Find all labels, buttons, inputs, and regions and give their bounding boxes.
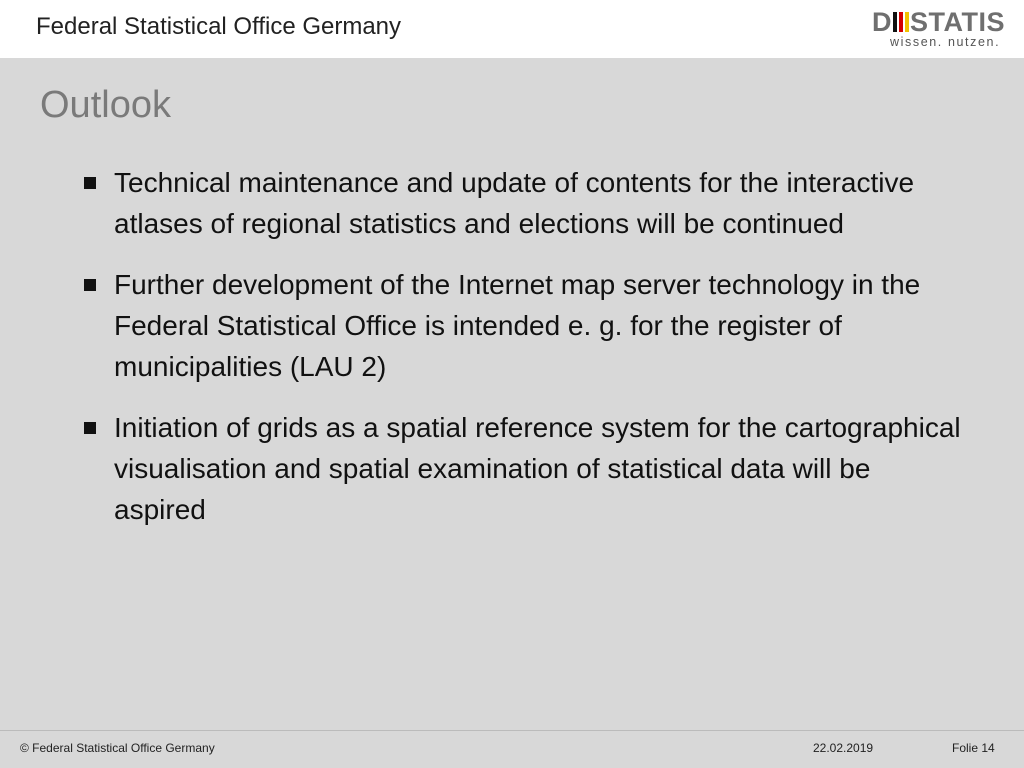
square-bullet-icon <box>84 177 96 189</box>
footer-copyright: © Federal Statistical Office Germany <box>20 741 215 755</box>
logo-wordmark <box>872 9 1005 35</box>
logo-letter-d: D <box>872 7 892 37</box>
header-title: Federal Statistical Office Germany <box>36 13 402 40</box>
flag-stripe-black <box>893 12 897 32</box>
bullet-text: Initiation of grids as a spatial reference system for the cartographical visualisation and spatial examination of statistical data will be aspired <box>114 412 961 525</box>
bullet-item <box>84 162 964 244</box>
german-flag-icon <box>893 12 909 32</box>
footer-page-number: Folie 14 <box>952 741 995 755</box>
bullet-item <box>84 407 964 530</box>
flag-stripe-gold <box>905 12 909 32</box>
logo-tagline: wissen. nutzen. <box>890 35 1001 49</box>
logo-letters-statis: STATIS <box>910 7 1005 37</box>
destatis-logo <box>872 7 1005 51</box>
bullet-list <box>84 162 964 550</box>
square-bullet-icon <box>84 422 96 434</box>
footer-divider <box>0 730 1024 731</box>
flag-stripe-red <box>899 12 903 32</box>
header-bar <box>0 0 1024 58</box>
bullet-text: Technical maintenance and update of contents for the interactive atlases of regional statistics and elections will be continued <box>114 167 915 239</box>
slide-title: Outlook <box>40 84 171 126</box>
bullet-text: Further development of the Internet map server technology in the Federal Statistical Office is intended e. g. for the register of municipalities (LAU 2) <box>114 269 921 382</box>
footer-date: 22.02.2019 <box>813 741 874 755</box>
bullet-item <box>84 264 964 387</box>
square-bullet-icon <box>84 279 96 291</box>
